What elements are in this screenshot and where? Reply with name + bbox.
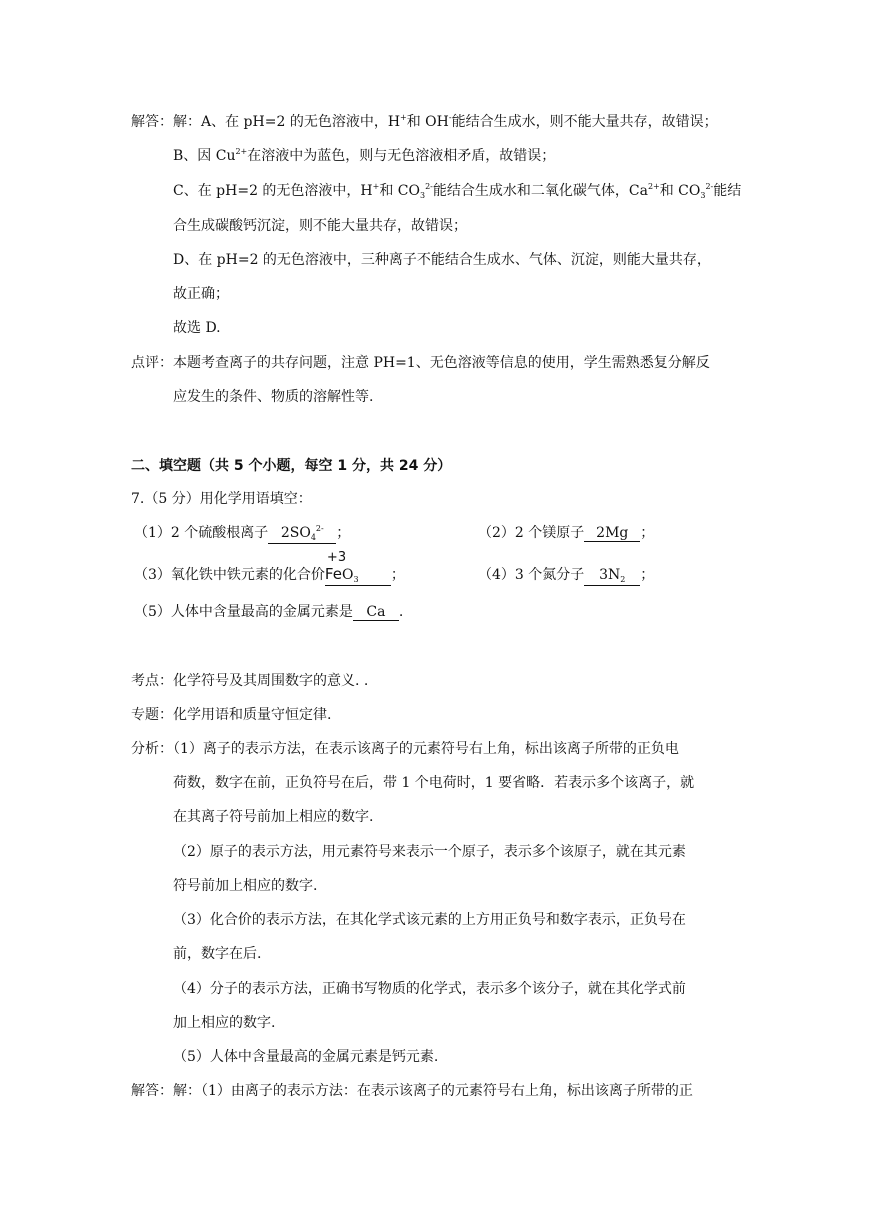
answer-blank-3: +3 FeO$_3$ bbox=[325, 566, 391, 586]
answer-blank-5: Ca bbox=[353, 604, 399, 621]
kaodian-line: 考点：化学符号及其周围数字的意义. . bbox=[131, 673, 369, 689]
answer-blank-2: 2Mg bbox=[584, 525, 640, 542]
zhuanti-line: 专题：化学用语和质量守恒定律. bbox=[131, 707, 332, 723]
q7-part-3: （3）氧化铁中铁元素的化合价 +3 FeO$_3$ ； bbox=[134, 550, 405, 584]
analysis-line-9: 加上相应的数字. bbox=[173, 1015, 276, 1031]
analysis-line-2: 荷数，数字在前，正负符号在后，带 1 个电荷时，1 要省略．若表示多个该离子，就 bbox=[173, 775, 695, 791]
answer-line-c: C、在 pH=2 的无色溶液中，H+和 $CO_3^{2-}$能结合生成水和二氧化碳气体，$Ca^{2+}$和 $CO_3^{2-}$能结 bbox=[173, 182, 742, 200]
analysis-line-3: 在其离子符号前加上相应的数字. bbox=[173, 809, 374, 825]
question-stem: 7.（5 分）用化学用语填空： bbox=[131, 491, 312, 507]
comment-line-1: 点评：本题考查离子的共存问题，注意 PH=1、无色溶液等信息的使用，学生需熟悉复分解反 bbox=[131, 355, 710, 371]
answer-conclusion: 故选 D. bbox=[173, 320, 221, 336]
analysis-line-8: （4）分子的表示方法，正确书写物质的化学式，表示多个该分子，就在其化学式前 bbox=[173, 981, 686, 997]
answer-line-next: 解答：解：（1）由离子的表示方法：在表示该离子的元素符号右上角，标出该离子所带的正 bbox=[131, 1083, 693, 1099]
answer-blank-1: $2SO_4^{2-}$ bbox=[268, 525, 336, 544]
analysis-line-4: （2）原子的表示方法，用元素符号来表示一个原子，表示多个该原子，就在其元素 bbox=[173, 844, 686, 860]
answer-line-d: D、在 pH=2 的无色溶液中，三种离子不能结合生成水、气体、沉淀，则能大量共存， bbox=[173, 252, 711, 268]
comment-line-2: 应发生的条件、物质的溶解性等. bbox=[173, 389, 374, 405]
answer-line-c2: 合生成碳酸钙沉淀，则不能大量共存，故错误； bbox=[173, 218, 467, 234]
analysis-line-1: 分析：（1）离子的表示方法，在表示该离子的元素符号右上角，标出该离子所带的正负电 bbox=[131, 741, 679, 757]
q7-part-4: （4）3 个氮分子 $3N_2$ ； bbox=[478, 567, 655, 584]
answer-line-b: B、因 $Cu^{2+}$在溶液中为蓝色，则与无色溶液相矛盾，故错误； bbox=[173, 147, 556, 164]
answer-line-d2: 故正确； bbox=[173, 286, 229, 302]
answer-line-a: 解答：解：A、在 pH=2 的无色溶液中，H+和 OH-能结合生成水，则不能大量共存，故错误； bbox=[131, 113, 718, 130]
q7-part-2: （2）2 个镁原子 2Mg ； bbox=[478, 525, 655, 541]
answer-blank-4: $3N_2$ bbox=[584, 567, 640, 586]
analysis-line-6: （3）化合价的表示方法，在其化学式该元素的上方用正负号和数字表示，正负号在 bbox=[173, 912, 686, 928]
q7-part-5: （5）人体中含量最高的金属元素是 Ca . bbox=[134, 604, 404, 620]
section-title: 二、填空题（共 5 个小题，每空 1 分，共 24 分） bbox=[131, 458, 452, 474]
analysis-line-10: （5）人体中含量最高的金属元素是钙元素. bbox=[173, 1049, 439, 1065]
analysis-line-5: 符号前加上相应的数字. bbox=[173, 878, 318, 894]
q7-part-1: （1）2 个硫酸根离子 $2SO_4^{2-}$ ； bbox=[134, 524, 351, 542]
analysis-line-7: 前，数字在后. bbox=[173, 946, 262, 962]
iron-valence: +3 Fe bbox=[324, 550, 347, 583]
